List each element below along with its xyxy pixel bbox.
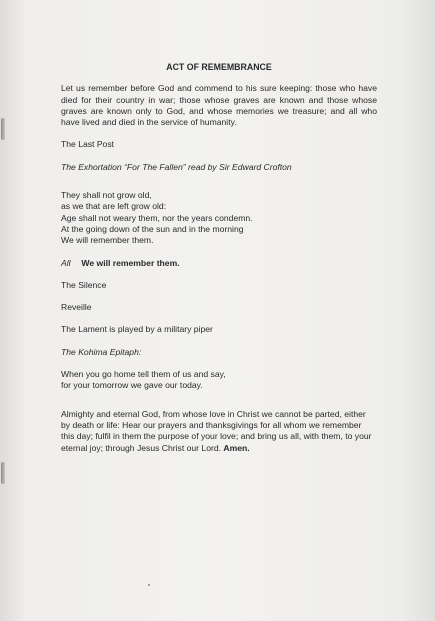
response-label: All — [61, 257, 71, 268]
response-text: We will remember them. — [81, 257, 180, 268]
amen-text: Amen. — [223, 442, 250, 453]
poem-line: They shall not grow old, — [61, 190, 152, 201]
poem-line: We will remember them. — [61, 235, 154, 246]
poem-line: At the going down of the sun and in the morning — [61, 223, 244, 234]
document-body — [61, 62, 377, 454]
paper-speck — [148, 584, 150, 586]
epitaph-line: When you go home tell them of us and say, — [61, 369, 226, 380]
reveille-heading: Reveille — [61, 302, 92, 313]
intro-paragraph: Let us remember before God and commend to his sure keeping: those who have died for their country in war; those whose graves are known and those whose graves are known only to God, and whose memories we treasure; and all who have lived and died in the service of humanity. — [61, 83, 377, 128]
kohima-epitaph — [61, 369, 377, 392]
punch-hole-mark — [1, 462, 5, 484]
epitaph-line: for your tomorrow we gave our today. — [61, 380, 203, 391]
prayer-text: Almighty and eternal God, from whose love in Christ we cannot be parted, either by death or life: Hear our prayers and thanksgivings for all whom we remember this day; fulfil in them the purpose of your love; and bring us all, with them, to your eternal joy; through Jesus Christ our Lord. — [61, 408, 372, 453]
punch-hole-mark — [1, 118, 5, 140]
exhortation-line: The Exhortation “For The Fallen” read by Sir Edward Crofton — [61, 161, 292, 172]
kohima-heading: The Kohima Epitaph: — [61, 346, 142, 357]
poem-line: as we that are left grow old: — [61, 201, 167, 212]
lament-line: The Lament is played by a military piper — [61, 324, 213, 335]
closing-prayer — [61, 409, 377, 454]
silence-heading: The Silence — [61, 279, 107, 290]
poem-stanza — [61, 190, 377, 246]
congregation-response — [61, 258, 377, 269]
poem-line: Age shall not weary them, nor the years condemn. — [61, 212, 253, 223]
last-post-heading: The Last Post — [61, 139, 115, 150]
page-title: ACT OF REMEMBRANCE — [166, 62, 272, 72]
